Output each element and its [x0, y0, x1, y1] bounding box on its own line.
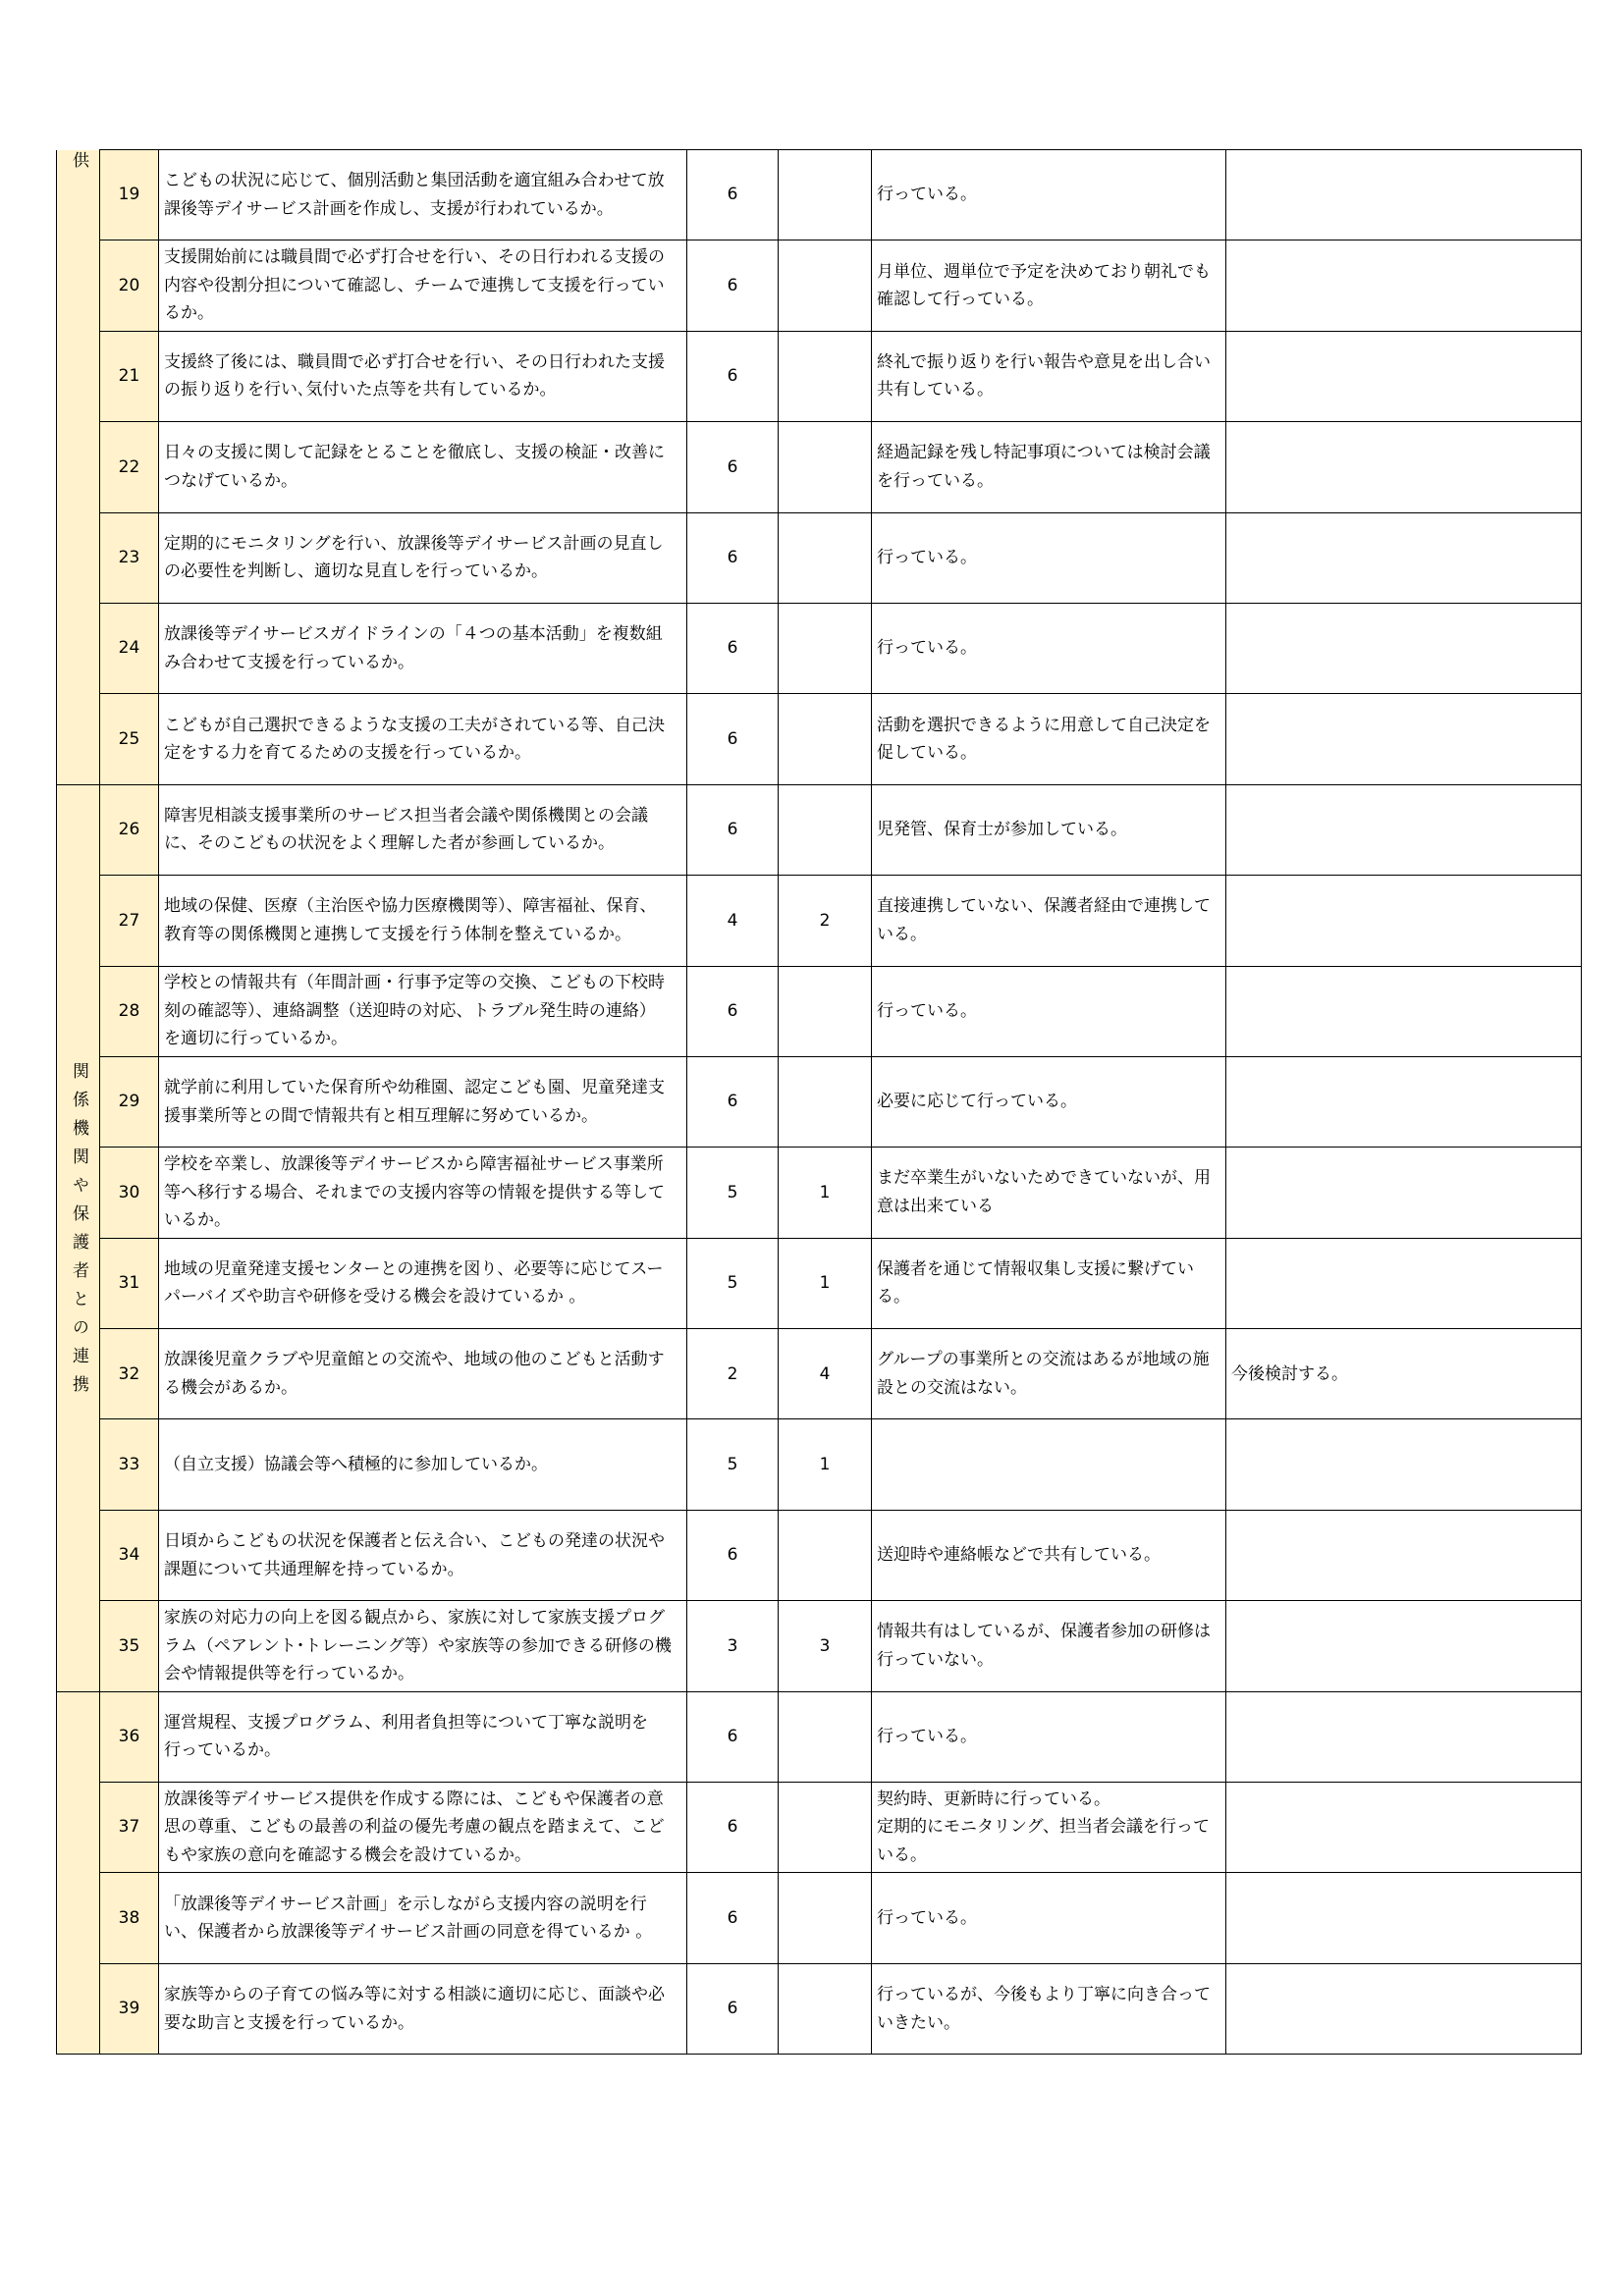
yes-count: 6: [687, 1056, 779, 1147]
table-row: [57, 150, 1582, 240]
question-cell: [159, 150, 687, 240]
table-row: [57, 1056, 1582, 1147]
comment-line: 行っていない。: [877, 1649, 994, 1670]
comment-cell: [872, 876, 1226, 966]
comment-line: 必要に応じて行っている。: [877, 1092, 1077, 1112]
comment-cell: [872, 966, 1226, 1056]
comment-cell: [872, 1691, 1226, 1782]
improvement-cell: [1226, 1783, 1582, 1873]
improvement-cell: [1226, 1329, 1582, 1419]
improvement-cell: [1226, 1419, 1582, 1510]
improvement-cell: [1226, 876, 1582, 966]
category-label: 関係機関や保護者との連携: [69, 1062, 88, 1405]
comment-line: 保護者を通じて情報収集し支援に繋げてい: [877, 1258, 1194, 1279]
question-line: こどもが自己選択できるような支援の工夫がされている等、自己決: [164, 715, 665, 735]
category-cell: [57, 150, 100, 785]
comment-line: 行っている。: [877, 185, 977, 205]
comment-line: 促している。: [877, 743, 977, 764]
question-line: （自立支援）協議会等へ積極的に参加しているか。: [164, 1454, 548, 1474]
question-line: 援事業所等との間で情報共有と相互理解に努めているか。: [164, 1105, 598, 1126]
item-number: 35: [100, 1601, 159, 1691]
question-line: 定期的にモニタリングを行い、放課後等デイサービス計画の見直し: [164, 533, 664, 554]
yes-count: 6: [687, 1963, 779, 2054]
question-cell: [159, 1419, 687, 1510]
comment-line: いる。: [877, 924, 927, 944]
improvement-cell: [1226, 966, 1582, 1056]
item-number: 36: [100, 1691, 159, 1782]
table-row: [57, 512, 1582, 603]
question-line: 学校を卒業し、放課後等デイサービスから障害福祉サービス事業所: [164, 1154, 664, 1175]
question-cell: [159, 1783, 687, 1873]
question-cell: [159, 1691, 687, 1782]
table-row: [57, 603, 1582, 693]
question-cell: [159, 1873, 687, 1963]
item-number: 20: [100, 240, 159, 331]
comment-cell: [872, 331, 1226, 421]
no-count: [779, 422, 872, 512]
comment-line: 意は出来ている: [877, 1196, 994, 1216]
question-line: 支援開始前には職員間で必ず打合せを行い、その日行われる支援の: [164, 247, 665, 268]
question-line: 運営規程、支援プログラム、利用者負担等について丁寧な説明を: [164, 1712, 648, 1733]
question-cell: [159, 966, 687, 1056]
no-count: 1: [779, 1238, 872, 1328]
item-number: 38: [100, 1873, 159, 1963]
item-number: 28: [100, 966, 159, 1056]
item-number: 25: [100, 694, 159, 784]
no-count: [779, 1783, 872, 1873]
comment-line: 定期的にモニタリング、担当者会議を行って: [877, 1817, 1210, 1838]
question-line: ラム（ペアレント･トレーニング等）や家族等の参加できる研修の機: [164, 1635, 672, 1656]
no-count: 4: [779, 1329, 872, 1419]
yes-count: 6: [687, 1691, 779, 1782]
question-line: 地域の保健、医療（主治医や協力医療機関等）、障害福祉、保育、: [164, 896, 657, 917]
question-cell: [159, 1963, 687, 2054]
comment-line: 行っている。: [877, 548, 977, 567]
comment-cell: [872, 512, 1226, 603]
yes-count: 6: [687, 240, 779, 331]
yes-count: 6: [687, 1783, 779, 1873]
improvement-cell: [1226, 150, 1582, 240]
question-line: 地域の児童発達支援センターとの連携を図り、必要等に応じてスー: [164, 1258, 664, 1279]
no-count: [779, 603, 872, 693]
item-number: 19: [100, 150, 159, 240]
yes-count: 6: [687, 784, 779, 875]
improvement-cell: [1226, 1238, 1582, 1328]
item-number: 39: [100, 1963, 159, 2054]
no-count: [779, 694, 872, 784]
no-count: [779, 1873, 872, 1963]
no-count: [779, 150, 872, 240]
improvement-cell: [1226, 331, 1582, 421]
no-count: [779, 1963, 872, 2054]
no-count: 3: [779, 1601, 872, 1691]
table-row: [57, 1238, 1582, 1328]
question-line: を適切に行っているか。: [164, 1029, 348, 1049]
table-row: [57, 1783, 1582, 1873]
question-line: に、そのこどもの状況をよく理解した者が参画しているか。: [164, 833, 615, 854]
question-line: るか。: [164, 303, 214, 324]
question-line: 「放課後等デイサービス計画」を示しながら支援内容の説明を行: [164, 1894, 647, 1914]
no-count: [779, 1056, 872, 1147]
question-line: い、保護者から放課後等デイサービス計画の同意を得ているか 。: [164, 1922, 653, 1943]
comment-line: 行っている。: [877, 638, 977, 659]
question-cell: [159, 1510, 687, 1600]
yes-count: 2: [687, 1329, 779, 1419]
question-line: 支援終了後には、職員間で必ず打合せを行い、その日行われた支援: [164, 351, 665, 372]
comment-line: 行っている。: [877, 1727, 977, 1747]
table-row: [57, 694, 1582, 784]
category-cell: [57, 1691, 100, 2055]
question-line: 放課後児童クラブや児童館との交流や、地域の他のこどもと活動す: [164, 1350, 665, 1370]
question-line: 課題について共通理解を持っているか。: [164, 1559, 464, 1579]
question-line: 放課後等デイサービス提供を作成する際には、こどもや保護者の意: [164, 1789, 664, 1809]
question-line: 家族等からの子育ての悩み等に対する相談に適切に応じ、面談や必: [164, 1985, 665, 2004]
item-number: 26: [100, 784, 159, 875]
category-label: 供: [69, 150, 88, 180]
comment-cell: [872, 1601, 1226, 1691]
table-row: [57, 784, 1582, 875]
question-line: 要な助言と支援を行っているか。: [164, 2012, 414, 2033]
improvement-cell: [1226, 784, 1582, 875]
improvement-cell: [1226, 1963, 1582, 2054]
category-cell: [57, 784, 100, 1691]
question-line: 障害児相談支援事業所のサービス担当者会議や関係機関との会議: [164, 805, 648, 826]
item-number: 24: [100, 603, 159, 693]
comment-cell: [872, 1963, 1226, 2054]
comment-line: グループの事業所との交流はあるが地域の施: [877, 1350, 1210, 1370]
question-cell: [159, 784, 687, 875]
comment-cell: [872, 603, 1226, 693]
yes-count: 6: [687, 1510, 779, 1600]
comment-line: いる。: [877, 1844, 927, 1865]
table-row: [57, 1873, 1582, 1963]
comment-cell: [872, 1056, 1226, 1147]
comment-line: 児発管、保育士が参加している。: [877, 820, 1127, 840]
comment-cell: [872, 240, 1226, 331]
evaluation-table: [56, 149, 1582, 2055]
question-cell: [159, 603, 687, 693]
comment-line: 活動を選択できるように用意して自己決定を: [877, 715, 1211, 735]
question-cell: [159, 240, 687, 331]
table-row: [57, 876, 1582, 966]
improvement-cell: [1226, 1601, 1582, 1691]
improvement-cell: [1226, 512, 1582, 603]
item-number: 22: [100, 422, 159, 512]
improvement-cell: [1226, 422, 1582, 512]
question-cell: [159, 422, 687, 512]
improvement-cell: [1226, 1148, 1582, 1238]
comment-line: を行っている。: [877, 470, 994, 491]
yes-count: 3: [687, 1601, 779, 1691]
yes-count: 4: [687, 876, 779, 966]
comment-cell: [872, 694, 1226, 784]
comment-cell: [872, 150, 1226, 240]
question-line: 就学前に利用していた保育所や幼稚園、認定こども園、児童発達支: [164, 1078, 665, 1098]
comment-line: 直接連携していない、保護者経由で連携して: [877, 896, 1211, 917]
improvement-cell: [1226, 603, 1582, 693]
yes-count: 6: [687, 694, 779, 784]
comment-cell: [872, 784, 1226, 875]
question-line: もや家族の意向を確認する機会を設けているか。: [164, 1844, 531, 1865]
question-line: 課後等デイサービス計画を作成し、支援が行われているか。: [164, 198, 614, 219]
question-line: こどもの状況に応じて、個別活動と集団活動を適宜組み合わせて放: [164, 171, 665, 191]
item-number: 33: [100, 1419, 159, 1510]
comment-cell: [872, 1419, 1226, 1510]
question-cell: [159, 1601, 687, 1691]
comment-cell: [872, 422, 1226, 512]
no-count: [779, 240, 872, 331]
question-line: 等へ移行する場合、それまでの支援内容等の情報を提供する等して: [164, 1182, 665, 1202]
improvement-cell: [1226, 694, 1582, 784]
comment-cell: [872, 1148, 1226, 1238]
question-line: 定をする力を育てるための支援を行っているか。: [164, 743, 531, 764]
comment-line: 行っているが、今後もより丁寧に向き合って: [877, 1985, 1211, 2004]
comment-line: る。: [877, 1287, 910, 1308]
improvement-cell: [1226, 1510, 1582, 1600]
comment-line: いきたい。: [877, 2012, 960, 2033]
yes-count: 6: [687, 603, 779, 693]
comment-cell: [872, 1238, 1226, 1328]
question-line: 日々の支援に関して記録をとることを徹底し、支援の検証・改善に: [164, 443, 665, 463]
comment-line: 終礼で振り返りを行い報告や意見を出し合い: [877, 351, 1211, 372]
yes-count: 6: [687, 422, 779, 512]
comment-line: 共有している。: [877, 380, 994, 400]
question-cell: [159, 1329, 687, 1419]
item-number: 29: [100, 1056, 159, 1147]
question-line: 家族の対応力の向上を図る観点から、家族に対して家族支援プログ: [164, 1608, 665, 1629]
question-line: の必要性を判断し、適切な見直しを行っているか。: [164, 561, 548, 582]
no-count: 1: [779, 1148, 872, 1238]
table-row: [57, 1691, 1582, 1782]
table-row: [57, 1329, 1582, 1419]
question-line: 放課後等デイサービスガイドラインの「４つの基本活動」を複数組: [164, 624, 663, 645]
no-count: 1: [779, 1419, 872, 1510]
comment-line: 行っている。: [877, 1000, 977, 1021]
improvement-cell: [1226, 1873, 1582, 1963]
question-cell: [159, 694, 687, 784]
comment-cell: [872, 1783, 1226, 1873]
table-row: [57, 1419, 1582, 1510]
table-row: [57, 1601, 1582, 1691]
question-cell: [159, 1238, 687, 1328]
yes-count: 5: [687, 1419, 779, 1510]
yes-count: 6: [687, 966, 779, 1056]
question-cell: [159, 1148, 687, 1238]
item-number: 34: [100, 1510, 159, 1600]
yes-count: 5: [687, 1148, 779, 1238]
table-row: [57, 966, 1582, 1056]
table-row: [57, 240, 1582, 331]
question-line: 刻の確認等）、連絡調整（送迎時の対応、トラブル発生時の連絡）: [164, 1000, 656, 1021]
question-line: の振り返りを行い､気付いた点等を共有しているか。: [164, 380, 557, 400]
no-count: [779, 1510, 872, 1600]
question-cell: [159, 512, 687, 603]
table-row: [57, 1510, 1582, 1600]
no-count: [779, 331, 872, 421]
question-line: 思の尊重、こどもの最善の利益の優先考慮の観点を踏まえて、こど: [164, 1817, 665, 1838]
item-number: 30: [100, 1148, 159, 1238]
table-row: [57, 1963, 1582, 2054]
question-line: る機会があるか。: [164, 1377, 298, 1398]
improvement-cell: [1226, 1691, 1582, 1782]
item-number: 27: [100, 876, 159, 966]
comment-line: 月単位、週単位で予定を決めており朝礼でも: [877, 261, 1211, 282]
question-cell: [159, 876, 687, 966]
comment-line: 経過記録を残し特記事項については検討会議: [877, 443, 1211, 463]
table-body: [57, 150, 1582, 2055]
table-row: [57, 422, 1582, 512]
item-number: 23: [100, 512, 159, 603]
question-line: み合わせて支援を行っているか。: [164, 652, 414, 672]
comment-cell: [872, 1329, 1226, 1419]
question-line: 日頃からこどもの状況を保護者と伝え合い、こどもの発達の状況や: [164, 1531, 665, 1552]
item-number: 31: [100, 1238, 159, 1328]
no-count: [779, 1691, 872, 1782]
question-cell: [159, 1056, 687, 1147]
question-line: 行っているか。: [164, 1740, 281, 1761]
question-line: つなげているか。: [164, 470, 298, 491]
comment-line: 契約時、更新時に行っている。: [877, 1789, 1110, 1809]
question-line: パーバイズや助言や研修を受ける機会を設けているか 。: [164, 1287, 586, 1308]
comment-cell: [872, 1873, 1226, 1963]
comment-line: まだ卒業生がいないためできていないが、用: [877, 1168, 1211, 1189]
comment-cell: [872, 1510, 1226, 1600]
comment-line: 設との交流はない。: [877, 1377, 1027, 1398]
comment-line: 確認して行っている。: [877, 290, 1044, 310]
table-row: [57, 331, 1582, 421]
comment-line: 送迎時や連絡帳などで共有している。: [877, 1545, 1161, 1566]
improvement-cell: [1226, 240, 1582, 331]
table-row: [57, 1148, 1582, 1238]
yes-count: 6: [687, 331, 779, 421]
yes-count: 6: [687, 1873, 779, 1963]
comment-line: 行っている。: [877, 1907, 977, 1928]
question-line: いるか。: [164, 1210, 231, 1231]
item-number: 21: [100, 331, 159, 421]
no-count: [779, 784, 872, 875]
improvement-cell: [1226, 1056, 1582, 1147]
no-count: 2: [779, 876, 872, 966]
no-count: [779, 512, 872, 603]
improvement-line: 今後検討する。: [1231, 1363, 1348, 1384]
question-line: 教育等の関係機関と連携して支援を行う体制を整えているか。: [164, 924, 631, 944]
item-number: 32: [100, 1329, 159, 1419]
item-number: 37: [100, 1783, 159, 1873]
question-line: 会や情報提供等を行っているか。: [164, 1664, 414, 1684]
yes-count: 6: [687, 150, 779, 240]
question-cell: [159, 331, 687, 421]
question-line: 学校との情報共有（年間計画・行事予定等の交換、こどもの下校時: [164, 973, 665, 993]
question-line: 内容や役割分担について確認し、チームで連携して支援を行ってい: [164, 275, 665, 295]
no-count: [779, 966, 872, 1056]
yes-count: 5: [687, 1238, 779, 1328]
comment-line: 情報共有はしているが、保護者参加の研修は: [877, 1622, 1211, 1642]
yes-count: 6: [687, 512, 779, 603]
